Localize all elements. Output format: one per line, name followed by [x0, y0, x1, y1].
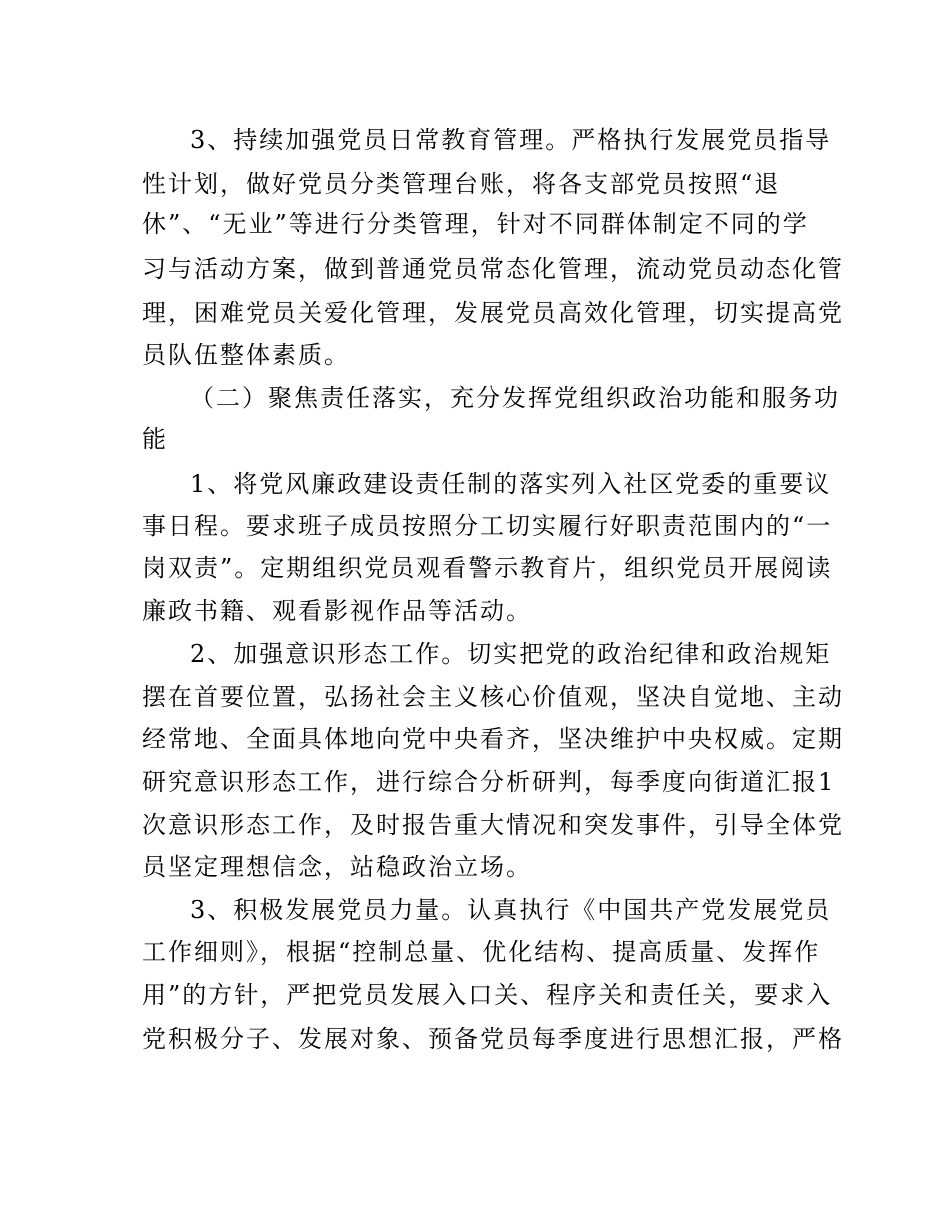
paragraph-line: 3、积极发展党员力量。认真执行《中国共产党发展党员 — [190, 896, 832, 924]
paragraph-line: 2、加强意识形态工作。切实把党的政治纪律和政治规矩 — [190, 640, 832, 668]
paragraph-line: 休”、“无业”等进行分类管理，针对不同群体制定不同的学 — [142, 210, 809, 238]
section-heading: （二）聚焦责任落实，充分发挥党组织政治功能和服务功 — [190, 384, 840, 412]
paragraph-line: 工作细则》，根据“控制总量、优化结构、提高质量、发挥作 — [142, 938, 821, 966]
paragraph-line: 事日程。要求班子成员按照分工切实履行好职责范围内的“一 — [142, 512, 833, 540]
paragraph-line: 员坚定理想信念，站稳政治立场。 — [142, 853, 532, 881]
paragraph-line: 研究意识形态工作，进行综合分析研判，每季度向街道汇报1 — [142, 768, 836, 796]
paragraph-line: 廉政书籍、观看影视作品等活动。 — [142, 597, 532, 625]
paragraph-line: 经常地、全面具体地向党中央看齐，坚决维护中央权威。定期 — [142, 725, 844, 753]
paragraph-line: 用”的方针，严把党员发展入口关、程序关和责任关，要求入 — [142, 981, 833, 1009]
paragraph-line: 员队伍整体素质。 — [142, 341, 350, 369]
paragraph-line: 党积极分子、发展对象、预备党员每季度进行思想汇报，严格 — [142, 1025, 844, 1053]
paragraph-line: 1、将党风廉政建设责任制的落实列入社区党委的重要议 — [190, 470, 832, 498]
paragraph-line: 性计划，做好党员分类管理台账，将各支部党员按照“退 — [142, 170, 781, 198]
paragraph-line: 3、持续加强党员日常教育管理。严格执行发展党员指导 — [190, 126, 832, 154]
paragraph-line: 岗双责”。定期组织党员观看警示教育片，组织党员开展阅读 — [142, 554, 833, 582]
paragraph-line: 理，困难党员关爱化管理，发展党员高效化管理，切实提高党 — [142, 299, 844, 327]
paragraph-line: 习与活动方案，做到普通党员常态化管理，流动党员动态化管 — [142, 255, 844, 283]
section-heading-continuation: 能 — [142, 425, 168, 453]
paragraph-line: 摆在首要位置，弘扬社会主义核心价值观，坚决自觉地、主动 — [142, 683, 844, 711]
paragraph-line: 次意识形态工作，及时报告重大情况和突发事件，引导全体党 — [142, 811, 844, 839]
